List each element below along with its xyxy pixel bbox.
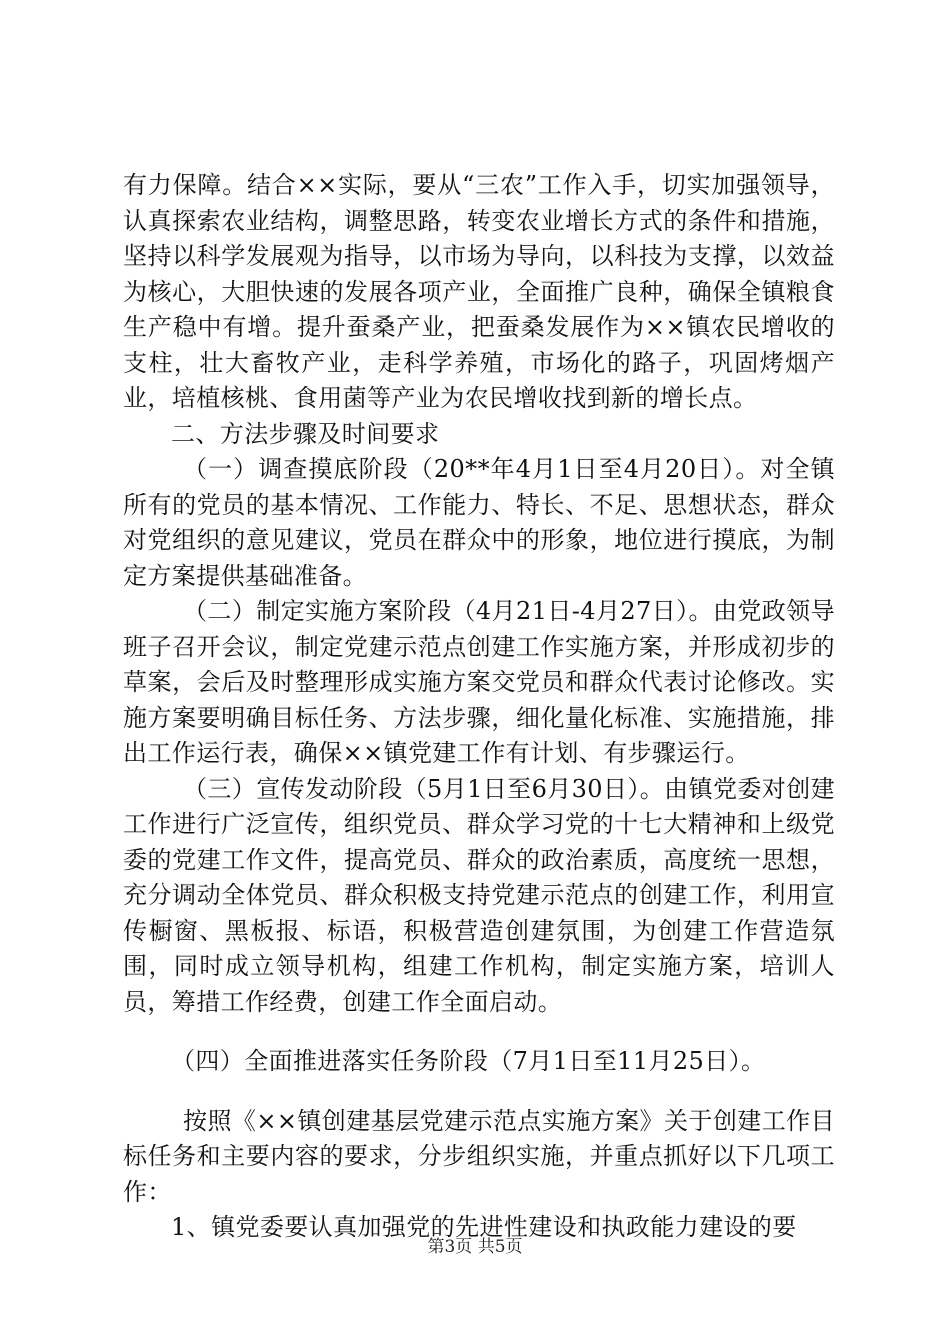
paragraph-item-1: 1、镇党委要认真加强党的先进性建设和执政能力建设的要 (171, 1213, 797, 1241)
page-footer: 第3页 共5页 (427, 1237, 523, 1257)
section-heading-methods-steps: 二、方法步骤及时间要求 (171, 419, 440, 448)
paragraph-stage-plan: （二）制定实施方案阶段（4月21日-4月27日）。由党政领导班子召开会议，制定党建示范点创建工作实施方案，并形成初步的草案，会后及时整理形成实施方案交党员和群众代表讨论修改。实施方案要明确目标任务、方法步骤，细化量化标准、实施措施，排出工作运行表，确保××镇党建工作有计划、有步骤运行。 (123, 597, 835, 767)
paragraph-stage-publicity: （三）宣传发动阶段（5月1日至6月30日）。由镇党委对创建工作进行广泛宣传，组织党员、群众学习党的十七大精神和上级党委的党建工作文件，提高党员、群众的政治素质，高度统一思想，充分调动全体党员、群众积极支持党建示范点的创建工作，利用宣传橱窗、黑板报、标语，积极营造创建氛围，为创建工作营造氛围，同时成立领导机构，组建工作机构，制定实施方案，培训人员，筹措工作经费，创建工作全面启动。 (123, 774, 835, 1016)
paragraph-stage-survey: （一）调查摸底阶段（20**年4月1日至4月20日）。对全镇所有的党员的基本情况、工作能力、特长、不足、思想状态，群众对党组织的意见建议，党员在群众中的形象，地位进行摸底，为制定方案提供基础准备。 (123, 455, 835, 590)
document-body (123, 168, 835, 1246)
paragraph-agriculture-support: 有力保障。结合××实际，要从“三农”工作入手，切实加强领导，认真探索农业结构，调整思路，转变农业增长方式的条件和措施，坚持以科学发展观为指导，以市场为导向，以科技为支撑，以效益为核心，大胆快速的发展各项产业，全面推广良种，确保全镇粮食生产稳中有增。提升蚕桑产业，把蚕桑发展作为××镇农民增收的支柱，壮大畜牧产业，走科学养殖，市场化的路子，巩固烤烟产业，培植核桃、食用菌等产业为农民增收找到新的增长点。 (123, 171, 835, 412)
paragraph-stage-implementation: （四）全面推进落实任务阶段（7月1日至11月25日）。 (171, 1047, 766, 1075)
paragraph-implementation-plan: 按照《××镇创建基层党建示范点实施方案》关于创建工作目标任务和主要内容的要求，分步组织实施，并重点抓好以下几项工作： (123, 1106, 835, 1206)
